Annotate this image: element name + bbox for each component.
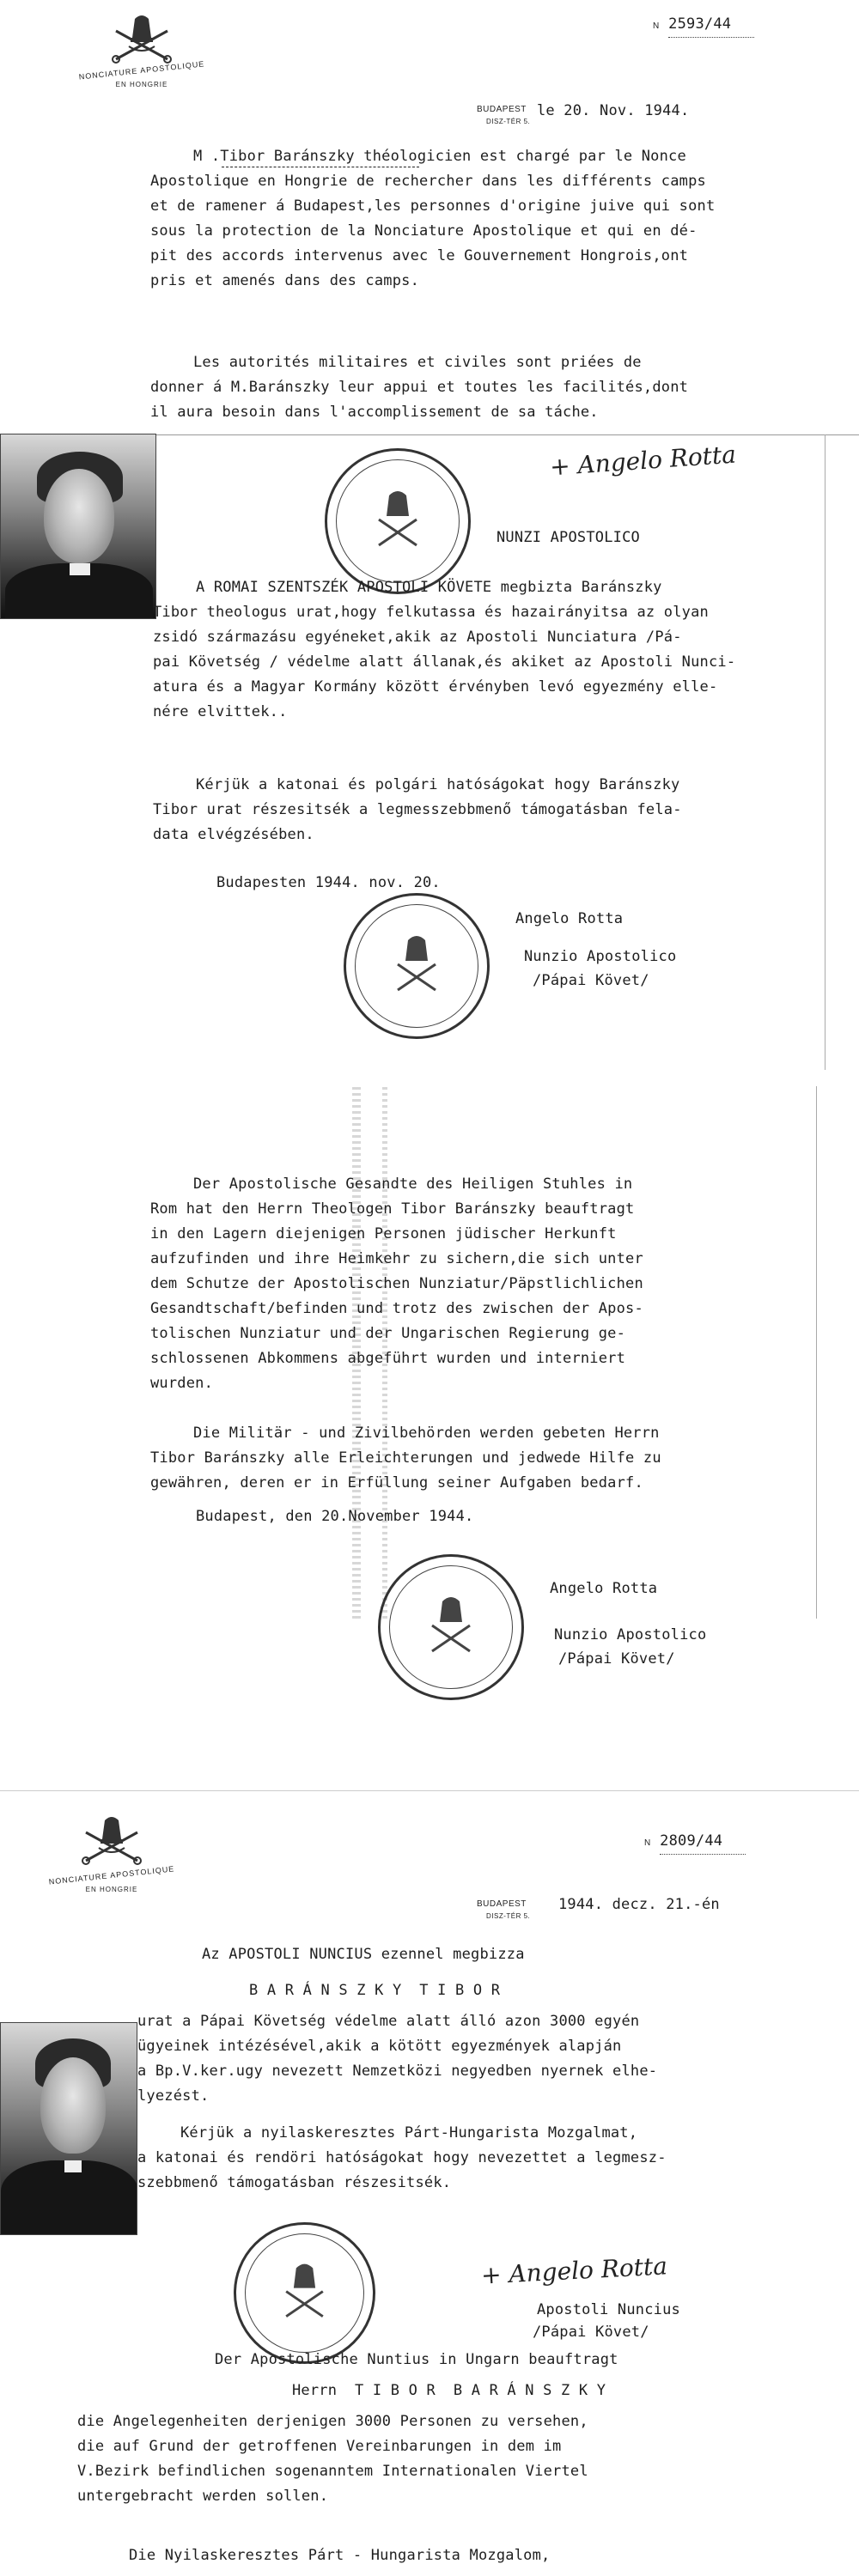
nunciature-seal-stamp-4: [234, 2222, 375, 2364]
seal-emblem-icon: [327, 451, 468, 592]
place-date: Budapest, den 20.November 1944.: [196, 1508, 474, 1525]
address-street: DISZ-TÉR 5.: [486, 118, 531, 125]
seal-emblem-icon: [346, 896, 487, 1036]
nunciature-seal-stamp-2: [344, 893, 490, 1039]
sig-name: Angelo Rotta: [515, 910, 624, 927]
french-paragraph-1: M .Tibor Baránszky théologicien est chargé par le Nonce Apostolique en Hongrie de rechercher dans les différents camps et de ramener á Budapest,les personnes d'origine juive qui sont sous la protection de la Nonciature Apostolique et qui en dé- pit des accords intervenus avec le Gouvernement Hongrois,ont pris et amenés dans des camps.: [150, 148, 716, 289]
hungarian-paragraph-4: Kérjük a nyilaskeresztes Párt-Hungarista Mozgalmat, a katonai és rendöri hatóságokat hogy nevezettet a legmesz- szebbmenő támogatásban részesitsék.: [137, 2124, 667, 2191]
portrait-photo: [0, 434, 156, 619]
doc-number: N 2809/44: [644, 1829, 746, 1856]
emblem-line2: EN HONGRIE: [115, 81, 168, 88]
sig-title-2: /Pápai Követ/: [558, 1650, 675, 1668]
sig-title-1: Nunzio Apostolico: [554, 1626, 707, 1643]
appointee-name: B A R Á N S Z K Y T I B O R: [249, 1982, 501, 1999]
emblem-line1: NONCIATURE APOSTOLIQUE: [78, 59, 205, 82]
seal-emblem-icon: [381, 1557, 521, 1698]
signature: + Angelo Rotta: [480, 2251, 668, 2290]
german-paragraph-3: die Angelegenheiten derjenigen 3000 Personen zu versehen, die auf Grund der getroffenen Vereinbarungen in dem im V.Bezirk befindlichen sogenanntem Internationalen Viertel untergebracht werden sollen.: [77, 2413, 588, 2505]
address-city: BUDAPEST: [477, 1899, 527, 1909]
doc-number: N 2593/44: [653, 12, 754, 39]
german-intro: Der Apostolische Nuntius in Ungarn beauftragt: [215, 2351, 618, 2368]
portrait-photo-2: [0, 2022, 137, 2235]
emblem-line1: NONCIATURE APOSTOLIQUE: [48, 1864, 175, 1886]
address-street: DISZ-TÉR 5.: [486, 1912, 531, 1920]
intro-line: Az APOSTOLI NUNCIUS ezennel megbizza: [202, 1946, 525, 1963]
german-last-line: Die Nyilaskeresztes Párt - Hungarista Mozgalom,: [129, 2547, 551, 2564]
hungarian-paragraph-3: urat a Pápai Követség védelme alatt álló azon 3000 egyén ügyeinek intézésével,akik a kötött egyezmények alapján a Bp.V.ker.ugy nevezett Nemzetközi negyedben nyernek elhe- lyezést.: [137, 2013, 658, 2105]
german-name: Herrn T I B O R B A R Á N S Z K Y: [292, 2382, 606, 2399]
sig-title-1: Nunzio Apostolico: [524, 948, 677, 965]
address-city: BUDAPEST: [477, 105, 527, 114]
sig-title-2: /Pápai Követ/: [533, 2324, 649, 2341]
papal-emblem: [56, 1814, 168, 1867]
page-edge: [816, 1086, 817, 1619]
hungarian-paragraph-2: Kérjük a katonai és polgári hatóságokat hogy Baránszky Tibor urat részesitsék a legmesszebbmenő támogatásban fela- data elvégzésében.: [153, 776, 682, 843]
sig-title-2: /Pápai Követ/: [533, 972, 649, 989]
nunciature-seal-stamp-3: [378, 1554, 524, 1700]
french-paragraph-2: Les autorités militaires et civiles sont priées de donner á M.Baránszky leur appui et toutes les facilités,dont il aura besoin dans l'accomplissement de sa táche.: [150, 354, 689, 421]
german-paragraph-2: Die Militär - und Zivilbehörden werden gebeten Herrn Tibor Baránszky alle Erleichterungen und jedwede Hilfe zu gewähren, deren er in Erfüllung seiner Aufgaben bedarf.: [150, 1425, 661, 1492]
german-paragraph-1: Der Apostolische Gesandte des Heiligen Stuhles in Rom hat den Herrn Theologen Tibor Baránszky beauftragt in den Lagern diejenigen Personen jüdischer Herkunft aufzufinden und ihre Heimkehr zu sichern,die sich unter dem Schutze der Apostolischen Nunziatur/Päpstlichlichen Gesandtschaft/befinden und trotz des zwischen der Apos- tolischen Nunziatur und der Ungarischen Regierung ge- schlossenen Abkommens abgeführt wurden und interniert wurden.: [150, 1176, 643, 1392]
hungarian-paragraph-1: A ROMAI SZENTSZÉK APOSTOLI KÖVETE megbizta Baránszky Tibor theologus urat,hogy felkutassa és hazairányitsa az olyan zsidó származásu egyéneket,akik az Apostoli Nunciatura /Pá- pai Követség / védelme alatt állanak,és akiket az Apostoli Nunci- atura és a Magyar Kormány között érvényben levó egyezmény elle- nére elvittek..: [153, 579, 736, 720]
page-divider: [0, 1790, 859, 1791]
doc-date: le 20. Nov. 1944.: [537, 102, 690, 119]
papal-tiara-keys-icon: [56, 1814, 168, 1867]
nunzio-title: NUNZI APOSTOLICO: [497, 529, 640, 546]
seal-emblem-icon: [236, 2225, 373, 2361]
nunciature-seal-stamp: [325, 448, 471, 594]
sig-title-1: Apostoli Nuncius: [537, 2301, 680, 2318]
doc-date: 1944. decz. 21.-én: [558, 1896, 720, 1913]
emblem-line2: EN HONGRIE: [85, 1886, 138, 1893]
place-date: Budapesten 1944. nov. 20.: [216, 874, 441, 891]
signature: + Angelo Rotta: [549, 440, 737, 482]
sig-name: Angelo Rotta: [550, 1580, 658, 1597]
papal-emblem: [86, 12, 198, 65]
papal-tiara-keys-icon: [86, 12, 198, 65]
